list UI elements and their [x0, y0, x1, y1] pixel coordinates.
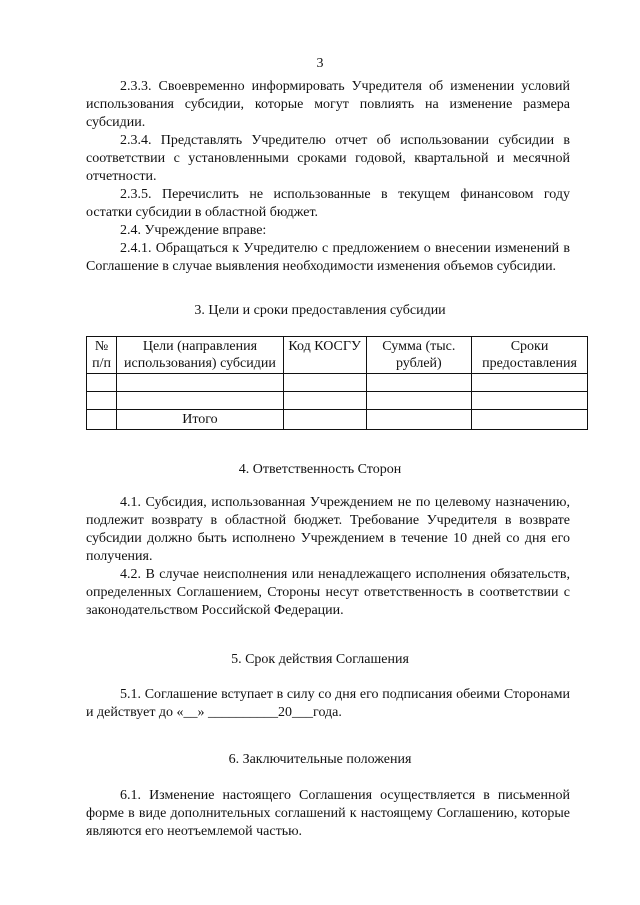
table-cell [366, 410, 471, 430]
section5-title: 5. Срок действия Соглашения [231, 652, 409, 667]
table-cell [283, 374, 366, 392]
table-cell [366, 374, 471, 392]
paragraph-4-1: 4.1. Субсидия, использованная Учреждением не по целевому назначению, подлежит возврату в областной бюджет. Требование Учредителя в возврате субсидии должно быть исполнено Учреждением в течение 10 дней со дня его получения. [86, 495, 570, 564]
table-header-row [87, 337, 588, 374]
table-cell [117, 374, 283, 392]
section3-title: 3. Цели и сроки предоставления субсидии [194, 303, 446, 318]
paragraph-2-3-3: 2.3.3. Своевременно информировать Учредителя об изменении условий использования субсидии, которые могут повлиять на изменение размера субсидии. [86, 79, 570, 130]
paragraph-5-1: 5.1. Соглашение вступает в силу со дня его подписания обеими Сторонами и действует до «__» __________20___года. [86, 687, 570, 720]
table-cell [87, 392, 117, 410]
header-terms: Сроки предоставления [472, 337, 588, 374]
header-sum: Сумма (тыс. рублей) [366, 337, 471, 374]
section4-body [86, 494, 570, 620]
table-row [87, 392, 588, 410]
table-cell [87, 410, 117, 430]
paragraph-2-4: 2.4. Учреждение вправе: [120, 223, 267, 238]
paragraph-2-4-1: 2.4.1. Обращаться к Учредителю с предложением о внесении изменений в Соглашение в случае выявления необходимости изменения объемов субсидии. [86, 241, 570, 274]
table-cell [472, 392, 588, 410]
section6-title: 6. Заключительные положения [228, 752, 412, 767]
table-cell [117, 392, 283, 410]
header-kosgu: Код КОСГУ [283, 337, 366, 374]
section6-body [86, 787, 570, 841]
table-cell [472, 410, 588, 430]
table-cell [472, 374, 588, 392]
section5-body [86, 686, 570, 722]
paragraph-6-1: 6.1. Изменение настоящего Соглашения осуществляется в письменной форме в виде дополнительных соглашений к настоящему Соглашению, которые являются его неотъемлемой частью. [86, 788, 570, 839]
paragraph-4-2: 4.2. В случае неисполнения или ненадлежащего исполнения обязательств, определенных Соглашением, Стороны несут ответственность в соответствии с законодательством Российской Федерации. [86, 567, 570, 618]
header-goals: Цели (направления использования) субсидии [117, 337, 283, 374]
table-cell [283, 410, 366, 430]
section2-continuation [86, 78, 570, 276]
table-row [87, 374, 588, 392]
total-label: Итого [117, 410, 283, 430]
table-total-row [87, 410, 588, 430]
section4-title: 4. Ответственность Сторон [238, 462, 402, 477]
table-cell [366, 392, 471, 410]
subsidy-table [86, 336, 588, 430]
page-number: 3 [316, 56, 324, 71]
table-cell [87, 374, 117, 392]
paragraph-2-3-5: 2.3.5. Перечислить не использованные в текущем финансовом году остатки субсидии в областной бюджет. [86, 187, 570, 220]
paragraph-2-3-4: 2.3.4. Представлять Учредителю отчет об использовании субсидии в соответствии с установленными сроками годовой, квартальной и месячной отчетности. [86, 133, 570, 184]
header-number: № п/п [87, 337, 117, 374]
table-cell [283, 392, 366, 410]
